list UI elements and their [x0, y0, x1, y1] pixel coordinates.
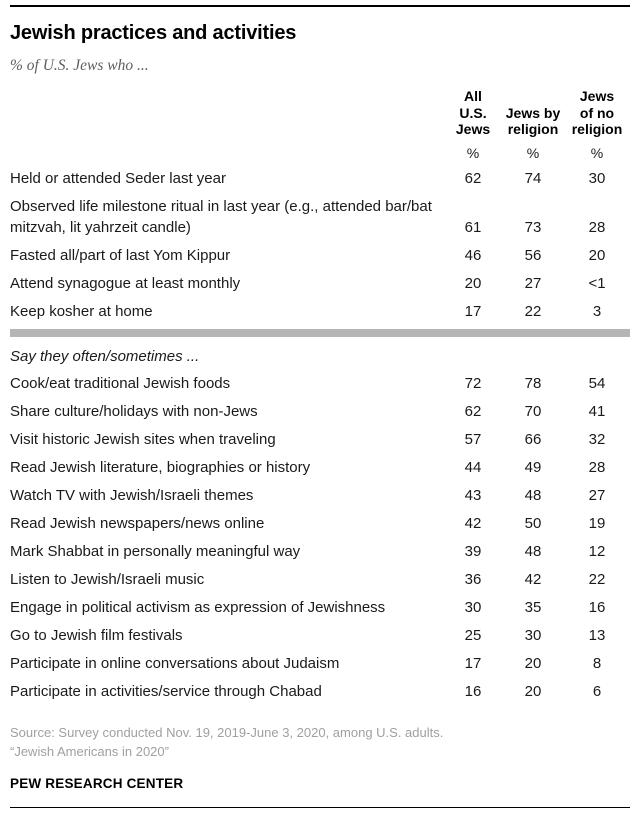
value-cell: 72 [464, 375, 482, 392]
row-label: Fasted all/part of last Yom Kippur [10, 247, 231, 264]
value-cell: 12 [588, 543, 606, 560]
table-row [10, 650, 630, 678]
value-cell: 35 [524, 599, 542, 616]
value-cell: 48 [524, 487, 542, 504]
value-cell: 27 [524, 275, 542, 292]
table-row [10, 398, 630, 426]
figure-page [0, 5, 640, 832]
row-label: Observed life milestone ritual in last year (e.g., attended bar/bat mitzvah, lit yahrzeit candle) [10, 198, 432, 236]
value-cell: 28 [588, 459, 606, 476]
row-label: Watch TV with Jewish/Israeli themes [10, 487, 254, 504]
table-unit-row [10, 145, 630, 161]
value-cell: 28 [588, 219, 606, 236]
value-cell: 25 [464, 627, 482, 644]
unit-label: % [466, 144, 480, 161]
row-label: Participate in activities/service through Chabad [10, 683, 322, 700]
table-column-headers [10, 88, 630, 138]
table-row [10, 454, 630, 482]
value-cell: 62 [464, 403, 482, 420]
row-label: Share culture/holidays with non-Jews [10, 403, 258, 420]
table-row [10, 165, 630, 193]
section-label: Say they often/sometimes ... [10, 347, 200, 365]
table-row [10, 193, 630, 242]
page-title: Jewish practices and activities [10, 22, 297, 44]
value-cell: 20 [524, 683, 542, 700]
value-cell: 13 [588, 627, 606, 644]
table-row [10, 270, 630, 298]
value-cell: 78 [524, 375, 542, 392]
row-label: Participate in online conversations about Judaism [10, 655, 340, 672]
table-row [10, 298, 630, 326]
value-cell: 43 [464, 487, 482, 504]
value-cell: 74 [524, 170, 542, 187]
value-cell: 61 [464, 219, 482, 236]
value-cell: 3 [592, 303, 602, 320]
row-label: Read Jewish literature, biographies or history [10, 459, 311, 476]
value-cell: 8 [592, 655, 602, 672]
bottom-rule [10, 807, 630, 808]
value-cell: 46 [464, 247, 482, 264]
column-header: Jews by religion [505, 104, 561, 137]
value-cell: 56 [524, 247, 542, 264]
value-cell: 36 [464, 571, 482, 588]
value-cell: <1 [588, 275, 606, 292]
row-label: Cook/eat traditional Jewish foods [10, 375, 231, 392]
row-label: Held or attended Seder last year [10, 170, 226, 187]
table-row [10, 482, 630, 510]
table-row [10, 678, 630, 706]
value-cell: 44 [464, 459, 482, 476]
top-rule [10, 5, 630, 7]
value-cell: 16 [464, 683, 482, 700]
value-cell: 70 [524, 403, 542, 420]
value-cell: 62 [464, 170, 482, 187]
table-row [10, 370, 630, 398]
value-cell: 48 [524, 543, 542, 560]
row-label: Visit historic Jewish sites when traveling [10, 431, 276, 448]
section-divider-bar [10, 329, 630, 337]
value-cell: 30 [524, 627, 542, 644]
value-cell: 54 [588, 375, 606, 392]
value-cell: 6 [592, 683, 602, 700]
row-label: Read Jewish newspapers/news online [10, 515, 265, 532]
table-section-often-sometimes [10, 370, 630, 706]
unit-label: % [590, 144, 604, 161]
table-row [10, 510, 630, 538]
value-cell: 20 [524, 655, 542, 672]
value-cell: 19 [588, 515, 606, 532]
row-label: Mark Shabbat in personally meaningful way [10, 543, 301, 560]
table-section-rituals [10, 165, 630, 326]
value-cell: 39 [464, 543, 482, 560]
value-cell: 20 [464, 275, 482, 292]
table-row [10, 242, 630, 270]
value-cell: 50 [524, 515, 542, 532]
value-cell: 22 [524, 303, 542, 320]
row-label: Keep kosher at home [10, 303, 153, 320]
source-line: Source: Survey conducted Nov. 19, 2019-June 3, 2020, among U.S. adults. [10, 724, 444, 740]
row-label: Engage in political activism as expression of Jewishness [10, 599, 386, 616]
row-label: Listen to Jewish/Israeli music [10, 571, 205, 588]
table-row [10, 538, 630, 566]
value-cell: 42 [464, 515, 482, 532]
value-cell: 20 [588, 247, 606, 264]
value-cell: 66 [524, 431, 542, 448]
row-label: Attend synagogue at least monthly [10, 275, 241, 292]
column-header: All U.S. Jews [455, 88, 491, 137]
value-cell: 27 [588, 487, 606, 504]
value-cell: 49 [524, 459, 542, 476]
column-header: Jews of no religion [571, 88, 623, 137]
value-cell: 30 [588, 170, 606, 187]
source-note [10, 723, 630, 761]
figure-subtitle: % of U.S. Jews who ... [10, 57, 149, 74]
table-row [10, 594, 630, 622]
value-cell: 42 [524, 571, 542, 588]
value-cell: 17 [464, 303, 482, 320]
value-cell: 16 [588, 599, 606, 616]
value-cell: 30 [464, 599, 482, 616]
value-cell: 41 [588, 403, 606, 420]
value-cell: 57 [464, 431, 482, 448]
table-row [10, 622, 630, 650]
value-cell: 73 [524, 219, 542, 236]
value-cell: 32 [588, 431, 606, 448]
source-line: “Jewish Americans in 2020” [10, 743, 169, 759]
table-row [10, 566, 630, 594]
value-cell: 17 [464, 655, 482, 672]
unit-label: % [526, 144, 540, 161]
value-cell: 22 [588, 571, 606, 588]
pew-research-center-wordmark: PEW RESEARCH CENTER [10, 775, 184, 791]
row-label: Go to Jewish film festivals [10, 627, 183, 644]
table-row [10, 426, 630, 454]
